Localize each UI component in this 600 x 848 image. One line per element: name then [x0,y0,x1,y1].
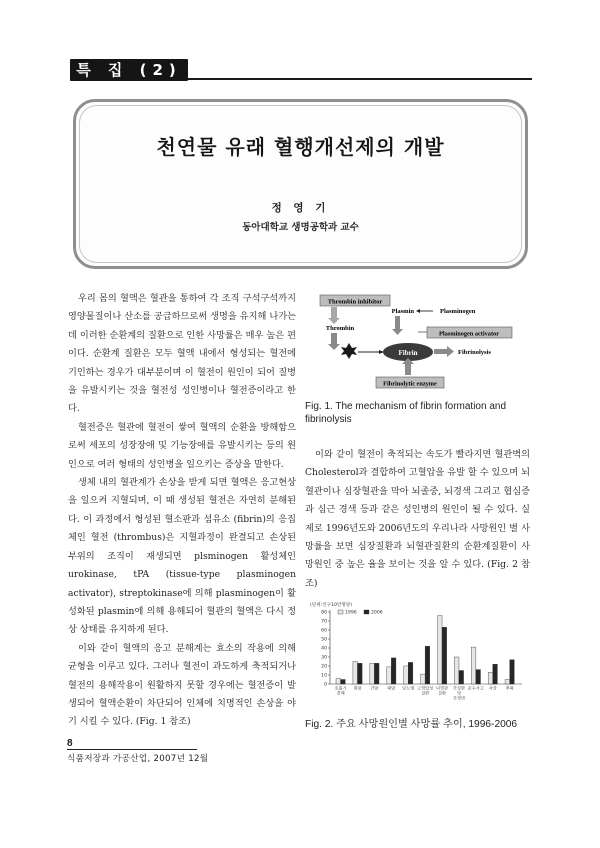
article-title: 천연물 유래 혈행개선제의 개발 [156,135,445,159]
clot-star-icon [341,343,357,359]
category-label: 결핵 [336,690,345,696]
section-tag-label: 특 집 (2) [76,61,182,79]
plasmin-down-shaft [395,316,400,330]
plasminogen-activator-label: Plasminogen activator [439,330,499,338]
paragraph: 혈전증은 혈관에 혈전이 쌓여 혈액의 순환을 방해함으로써 세포의 성장장애 및 기능장애를 유발시키는 등의 원인으로 여러 형태의 성인병을 일으키는 증상을 말한다. [68,421,296,470]
figure-1-caption: Fig. 1. The mechanism of fibrin formation and fibrinolysis [305,401,507,425]
journal-info: 식품저장과 가공산업, 2007년 12월 [67,754,209,764]
category-label: 추락 [505,685,514,691]
category-label: 운수사고 [467,685,484,691]
y-tick-label: 80 [321,610,327,616]
bar-1996 [437,616,442,684]
thrombin-arrow-head [328,344,340,350]
plasmin-label: Plasmin [391,308,414,315]
category-label: 당뇨병 [402,685,415,691]
category-label: 뇌혈관 [435,685,449,691]
right-column [305,446,530,593]
legend-swatch [338,610,343,614]
bar-chart [308,598,528,710]
thrombin-label: Thrombin [325,325,355,332]
header-rule [188,78,532,80]
figure-1-diagram [318,292,518,394]
y-tick-label: 0 [324,682,327,688]
paragraph: 생체 내의 혈관계가 손상을 받게 되면 혈액은 응고현상을 일으켜 지혈되며, 이 때 생성된 혈전은 자연히 분해된다. 이 과정에서 형성된 혈소판과 섬유소 (fibrin)의 응집체인 혈전 (thrombus)은 지혈과정이 완결되고 손상된 부위의 조직이 재생되면 plsminogen 활성체인 urokinase, tPA (tissue-type plasminogen activator), streptokinase에 의해 plasminogen이 활성화된 plasmin에 의해 용해되어 혈관의 혈액은 다시 정상 상태를 유지하게 된다. [68,477,296,636]
bar-1996 [353,662,358,685]
fibrinolysis-arrow-shaft [434,349,448,354]
bar-1996 [336,679,341,684]
category-label: 질환 [421,690,430,696]
bar-1996 [387,667,392,684]
bar-1996 [471,647,476,684]
thrombin-inhibitor-label: Thrombin inhibitor [327,298,383,306]
y-tick-label: 70 [321,619,327,625]
paragraph: 이와 같이 혈액의 응고 분해계는 효소의 작용에 의해 균형을 이루고 있다. 그러나 혈전이 과도하게 축적되거나 혈전의 용해작용이 원활하지 못할 경우에는 혈전증이 발생되어 혈액순환이 차단되어 인체에 치명적인 손상을 야기 시킬 수 있다. (Fig. 1 참조) [68,642,296,728]
page-number: 8 [67,738,73,749]
y-tick-label: 50 [321,637,327,643]
bar-2006 [358,663,363,684]
legend-label: 1996 [345,610,357,616]
plasminogen-label: Plasminogen [440,308,476,315]
category-label: 간경변 [452,695,466,701]
bar-2006 [408,662,413,684]
legend-swatch [364,610,369,614]
category-label: 간질환 [452,685,466,691]
bar-1996 [421,674,426,684]
enzyme-up-shaft [405,363,411,375]
bar-1996 [454,657,459,684]
category-label: 고혈압성 [417,685,434,691]
plasmin-down-head [392,329,403,335]
y-tick-label: 30 [321,655,327,661]
fibrinolysis-arrow-head [447,346,454,357]
plasmin-arrow-head [416,309,420,313]
left-column [68,290,296,732]
paragraph: 우리 몸의 혈액은 혈관을 통하여 각 조직 구석구석까지 영양물질이나 산소를 공급하므로써 생명을 유지해 나가는데 이러한 순환계의 질환으로 인한 사망률은 매우 높은 편이다. 순환계 질환은 모두 혈액 내에서 형성되는 혈전에 기인하는 경우가 대부분이며 이 혈전이 원인이 되어 질병을 유발시키는 것을 혈전성 성인병이나 혈전증이라고 한다. [68,293,296,415]
footer-rule [67,749,197,750]
category-label: 질환 [438,690,447,696]
y-tick-label: 10 [321,673,327,679]
inhibit-arrow-head [328,318,340,324]
category-label: 자살 [488,685,497,691]
fibrinolysis-label: Fibrinolysis [458,349,491,356]
bar-2006 [391,658,396,684]
bar-2006 [442,627,447,684]
author-affiliation: 동아대학교 생명공학과 교수 [242,222,359,233]
bar-2006 [493,664,498,684]
fibrinolytic-enzyme-label: Fibrinolytic enzyme [383,380,437,388]
fibrin-label: Fibrin [398,349,418,357]
bar-2006 [425,646,430,684]
category-label: 폐암 [387,685,396,691]
title-frame-inner [79,105,522,263]
bar-2006 [459,671,464,685]
bar-2006 [510,660,515,684]
bar-2006 [476,670,481,684]
bar-1996 [488,672,493,684]
legend-label: 2006 [371,610,383,616]
thrombin-arrow-shaft [331,333,337,345]
y-tick-label: 20 [321,664,327,670]
figure-2-chart [308,598,528,710]
category-label: 간암 [370,685,379,691]
inhibit-arrow-shaft [331,307,337,319]
y-tick-label: 40 [321,646,327,652]
section-tag [70,59,188,81]
category-label: 호흡기 [334,685,347,691]
bar-1996 [505,680,510,685]
bar-2006 [341,680,346,685]
figure-2-caption: Fig. 2. 주요 사망원인별 사망률 추이, 1996-2006 [305,719,518,730]
bar-1996 [404,666,409,684]
paragraph: 이와 같이 혈전이 축적되는 속도가 빨라지면 혈관벽의 Cholesterol과 결합하여 고혈압을 유발 할 수 있으며 뇌혈관이나 심장혈관을 막아 뇌졸중, 뇌경색 그리고 협심증과 심근 경색 등과 같은 성인병의 원인이 될 수 있다. 실제로 1996년도와 2006년도의 우리나라 사망원인 별 사망률을 보면 심장질환과 뇌혈관질환의 순환계질환이 사망원인 중 높은 율을 보이는 것을 알 수 있다. (Fig. 2 참조) [305,449,530,589]
category-label: 위암 [353,685,362,691]
bar-1996 [370,663,375,684]
y-tick-label: 60 [321,628,327,634]
author-name: 정 영 기 [271,202,330,214]
y-axis-unit-label: (단위:인구10만명당) [310,603,353,608]
category-label: 및 [456,690,461,696]
bar-2006 [374,663,379,684]
